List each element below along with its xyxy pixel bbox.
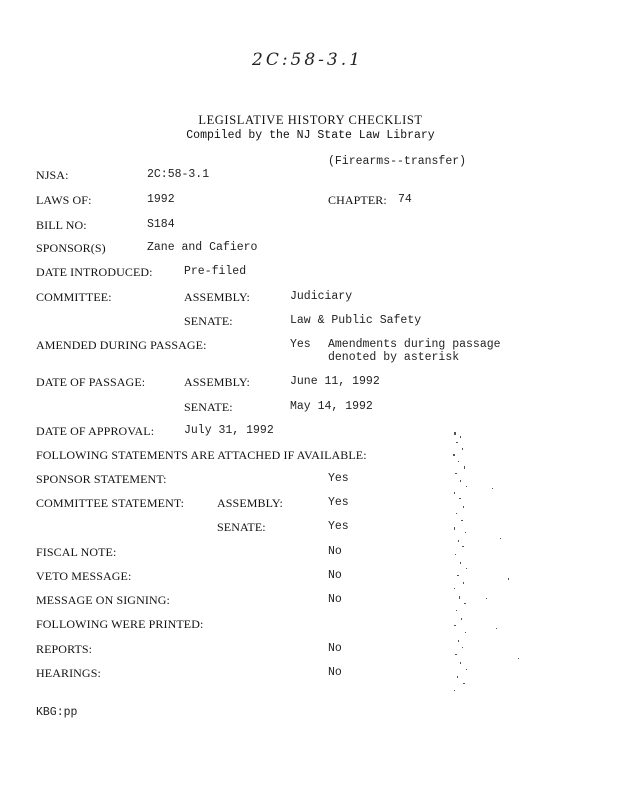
chapter-value: 74 [398, 193, 412, 206]
printed-heading: FOLLOWING WERE PRINTED: [36, 617, 204, 631]
sponsors-value: Zane and Cafiero [147, 241, 258, 254]
amended-label: AMENDED DURING PASSAGE: [36, 338, 207, 352]
fiscal-note-label: FISCAL NOTE: [36, 545, 117, 559]
sponsor-statement-label: SPONSOR STATEMENT: [36, 472, 167, 486]
subject: (Firearms--transfer) [328, 155, 467, 168]
date-of-passage-label: DATE OF PASSAGE: [36, 375, 146, 389]
fiscal-note-value: No [328, 545, 342, 558]
page-title: LEGISLATIVE HISTORY CHECKLIST [198, 113, 423, 127]
passage-assembly-label: ASSEMBLY: [184, 375, 250, 389]
chapter-label: CHAPTER: [328, 193, 387, 207]
committee-senate-label: SENATE: [184, 314, 233, 328]
laws-of-value: 1992 [147, 193, 175, 206]
committee-statement-senate-label: SENATE: [217, 520, 266, 534]
date-of-approval-value: July 31, 1992 [184, 424, 274, 437]
date-introduced-label: DATE INTRODUCED: [36, 265, 153, 279]
amended-note-line1: Amendments during passage [328, 338, 501, 351]
message-on-signing-label: MESSAGE ON SIGNING: [36, 593, 170, 607]
njsa-label: NJSA: [36, 168, 69, 182]
committee-senate-value: Law & Public Safety [290, 314, 422, 327]
committee-assembly-label: ASSEMBLY: [184, 290, 250, 304]
scan-noise [448, 428, 538, 700]
committee-statement-assembly-label: ASSEMBLY: [217, 496, 283, 510]
sponsors-label: SPONSOR(S) [36, 241, 106, 255]
handwritten-citation: 2C:58-3.1 [252, 50, 363, 70]
veto-message-label: VETO MESSAGE: [36, 569, 132, 583]
committee-statement-senate-value: Yes [328, 520, 349, 533]
laws-of-label: LAWS OF: [36, 193, 92, 207]
committee-statement-assembly-value: Yes [328, 496, 349, 509]
reports-label: REPORTS: [36, 642, 93, 656]
passage-senate-value: May 14, 1992 [290, 400, 373, 413]
bill-no-value: S184 [147, 218, 175, 231]
passage-assembly-value: June 11, 1992 [290, 375, 380, 388]
sponsor-statement-value: Yes [328, 472, 349, 485]
committee-label: COMMITTEE: [36, 290, 112, 304]
hearings-value: No [328, 666, 342, 679]
amended-value: Yes [290, 338, 311, 351]
njsa-value: 2C:58-3.1 [147, 168, 210, 181]
reports-value: No [328, 642, 342, 655]
footer-initials: KBG:pp [36, 706, 78, 719]
compiled-by: Compiled by the NJ State Law Library [186, 129, 435, 142]
message-on-signing-value: No [328, 593, 342, 606]
attachments-heading: FOLLOWING STATEMENTS ARE ATTACHED IF AVAILABLE: [36, 448, 367, 462]
date-introduced-value: Pre-filed [184, 265, 247, 278]
veto-message-value: No [328, 569, 342, 582]
committee-assembly-value: Judiciary [290, 290, 353, 303]
amended-note-line2: denoted by asterisk [328, 351, 460, 364]
committee-statement-label: COMMITTEE STATEMENT: [36, 496, 185, 510]
date-of-approval-label: DATE OF APPROVAL: [36, 424, 155, 438]
passage-senate-label: SENATE: [184, 400, 233, 414]
bill-no-label: BILL NO: [36, 218, 87, 232]
hearings-label: HEARINGS: [36, 666, 101, 680]
